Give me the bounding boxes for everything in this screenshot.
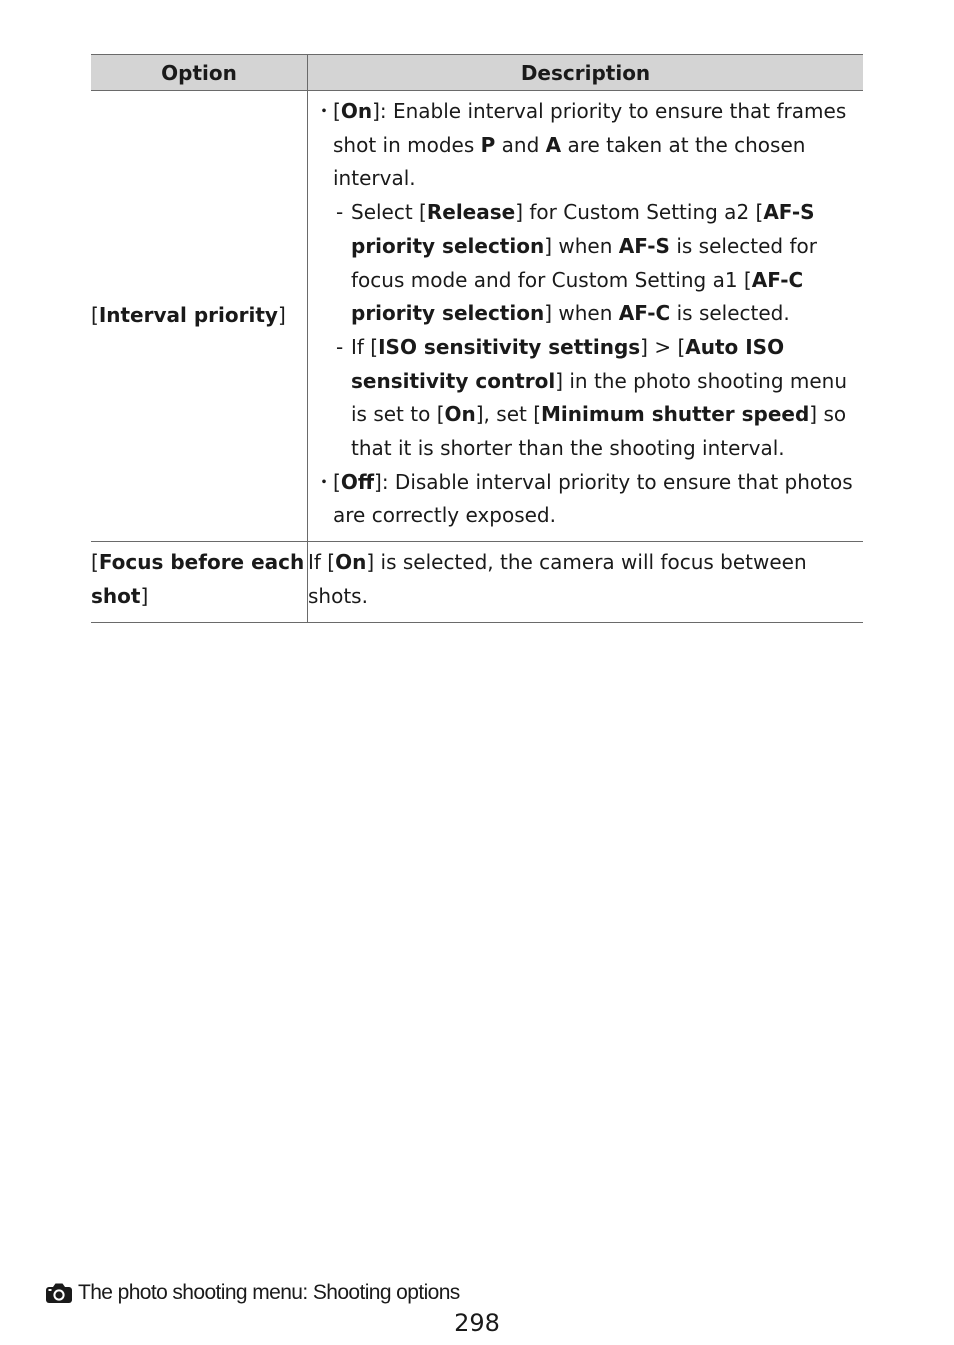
section-footer — [45, 1279, 460, 1307]
camera-icon — [45, 1282, 73, 1304]
option-interval-priority: [Interval priority] — [91, 91, 308, 542]
description-interval-priority — [308, 91, 864, 542]
option-focus-before-each-shot: [Focus before each shot] — [91, 542, 308, 622]
table-row — [91, 91, 863, 542]
header-description: Description — [308, 55, 864, 91]
table-header-row — [91, 55, 863, 91]
table-row — [91, 542, 863, 622]
bullet-on: ・ [On]: Enable interval priority to ensure that frames shot in modes P and A are taken at the chosen interval. — [314, 99, 847, 191]
description-focus-before-each-shot: If [On] is selected, the camera will focus between shots. — [308, 542, 864, 622]
footer-section-title[interactable]: The photo shooting menu: Shooting options — [78, 1281, 460, 1304]
sub-bullet-release: - Select [Release] for Custom Setting a2 [AF-S priority selection] when AF-S is selected for focus mode and for Custom Setting a1 [AF-C priority selection] when AF-C is selected. — [336, 200, 817, 326]
bullet-off: ・ [Off]: Disable interval priority to ensure that photos are correctly exposed. — [314, 469, 853, 528]
options-table — [91, 54, 863, 623]
header-option: Option — [91, 55, 308, 91]
page-number: 298 — [454, 1309, 500, 1337]
sub-bullet-iso: - If [ISO sensitivity settings] > [Auto ISO sensitivity control] in the photo shooting menu is set to [On], set [Minimum shutter speed] so that it is shorter than the shooting interval. — [336, 334, 848, 461]
